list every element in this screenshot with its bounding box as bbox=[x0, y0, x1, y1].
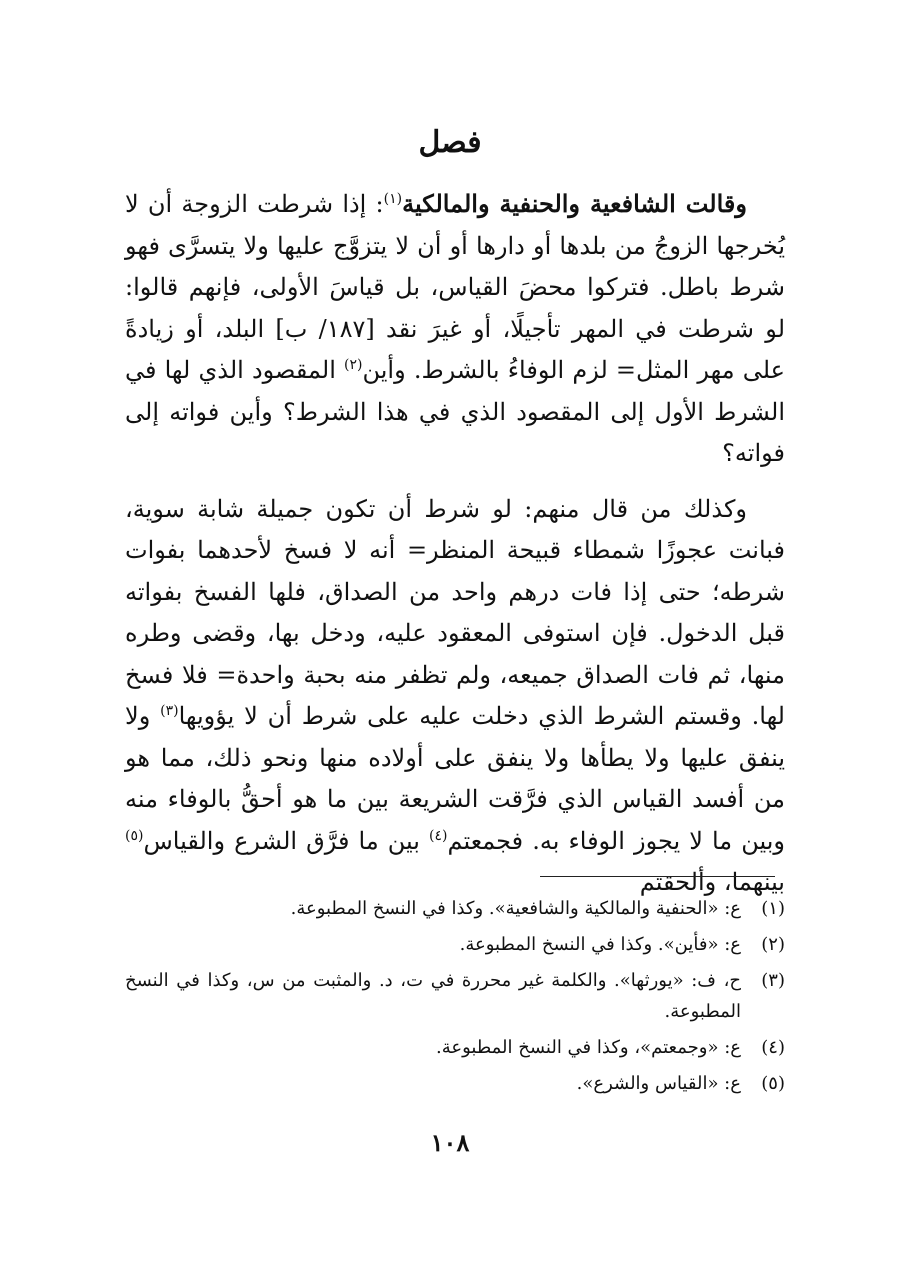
page-number: ١٠٨ bbox=[430, 1128, 470, 1157]
paragraph-1-text-b: المقصود الذي لها في الشرط الأول إلى المقصود الذي في هذا الشرط؟ وأين فواته إلى فواته؟ bbox=[125, 356, 785, 467]
footnotes bbox=[125, 893, 785, 1104]
footnote-ref-5[interactable]: (٥) bbox=[125, 827, 144, 844]
footnote-ref-1[interactable]: (١) bbox=[383, 191, 403, 207]
footnote-3 bbox=[125, 965, 785, 1027]
main-text bbox=[125, 183, 785, 918]
footnote-ref-4[interactable]: (٤) bbox=[429, 827, 448, 844]
footnote-number: (٤) bbox=[761, 1037, 785, 1058]
paragraph-2-text-b: ولا ينفق عليها ولا يطأها ولا ينفق على أولاده منها ونحو ذلك، مما هو من أفسد القياس الذي فرَّقت الشريعة بين ما هو أحقُّ بالوفاء منه وبين ما لا يجوز الوفاء به. فجمعتم bbox=[125, 702, 786, 855]
footnote-text: ع: «وجمعتم»، وكذا في النسخ المطبوعة. bbox=[436, 1037, 741, 1058]
footnote-text: ع: «الحنفية والمالكية والشافعية». وكذا في النسخ المطبوعة. bbox=[290, 898, 741, 919]
footnote-2 bbox=[125, 929, 785, 960]
paragraph-1-text-a: : إذا شرطت الزوجة أن لا يُخرجها الزوجُ من بلدها أو دارها أو أن لا يتزوَّج عليها ولا يتسرَّى فهو شرط باطل. فتركوا محضَ القياس، بل قياسَ الأولى، فإنهم قالوا: لو شرطت في المهر تأجيلًا، أو غيرَ نقد [١٨٧/ ب] البلد، أو زيادةً على مهر المثل= لزم الوفاءُ بالشرط. وأين bbox=[125, 190, 785, 384]
footnote-number: (٥) bbox=[761, 1073, 785, 1094]
section-title: فصل bbox=[418, 125, 482, 160]
footnote-number: (٣) bbox=[761, 970, 785, 991]
paragraph-2-text-a: وكذلك من قال منهم: لو شرط أن تكون جميلة شابة سوية، فبانت عجوزًا شمطاء قبيحة المنظر= أنه لا فسخ لأحدهما بفوات شرطه؛ حتى إذا فات درهم واحد من الصداق، فلها الفسخ بفواته قبل الدخول. فإن استوفى المعقود عليه، ودخل بها، وقضى وطره منها، ثم فات الصداق جميعه، ولم تظفر منه بحبة واحدة= فلا فسخ لها. وقستم الشرط الذي دخلت عليه على شرط أن لا يؤويها bbox=[125, 494, 786, 730]
footnote-1 bbox=[125, 893, 785, 924]
paragraph-1-lead: وقالت الشافعية والحنفية والمالكية bbox=[402, 189, 747, 218]
footnote-ref-2[interactable]: (٢) bbox=[344, 357, 363, 373]
footnote-divider bbox=[540, 876, 775, 877]
footnote-text: ع: «القياس والشرع». bbox=[576, 1073, 741, 1094]
footnote-4 bbox=[125, 1032, 785, 1063]
paragraph-2-text-c: بين ما فرَّق الشرع والقياس bbox=[143, 826, 430, 855]
paragraph-2 bbox=[125, 489, 785, 904]
footnote-5 bbox=[125, 1068, 785, 1099]
footnote-number: (١) bbox=[761, 898, 785, 919]
footnote-number: (٢) bbox=[761, 934, 785, 955]
footnote-text: ع: «فأين». وكذا في النسخ المطبوعة. bbox=[459, 934, 741, 955]
footnote-ref-3[interactable]: (٣) bbox=[160, 703, 179, 719]
paragraph-1 bbox=[125, 183, 785, 475]
footnote-text: ح، ف: «يورثها». والكلمة غير محررة في ت، د. والمثبت من س، وكذا في النسخ المطبوعة. bbox=[125, 970, 741, 1022]
paragraph-2-text-d: بينهما، وألحقتم bbox=[639, 868, 785, 896]
